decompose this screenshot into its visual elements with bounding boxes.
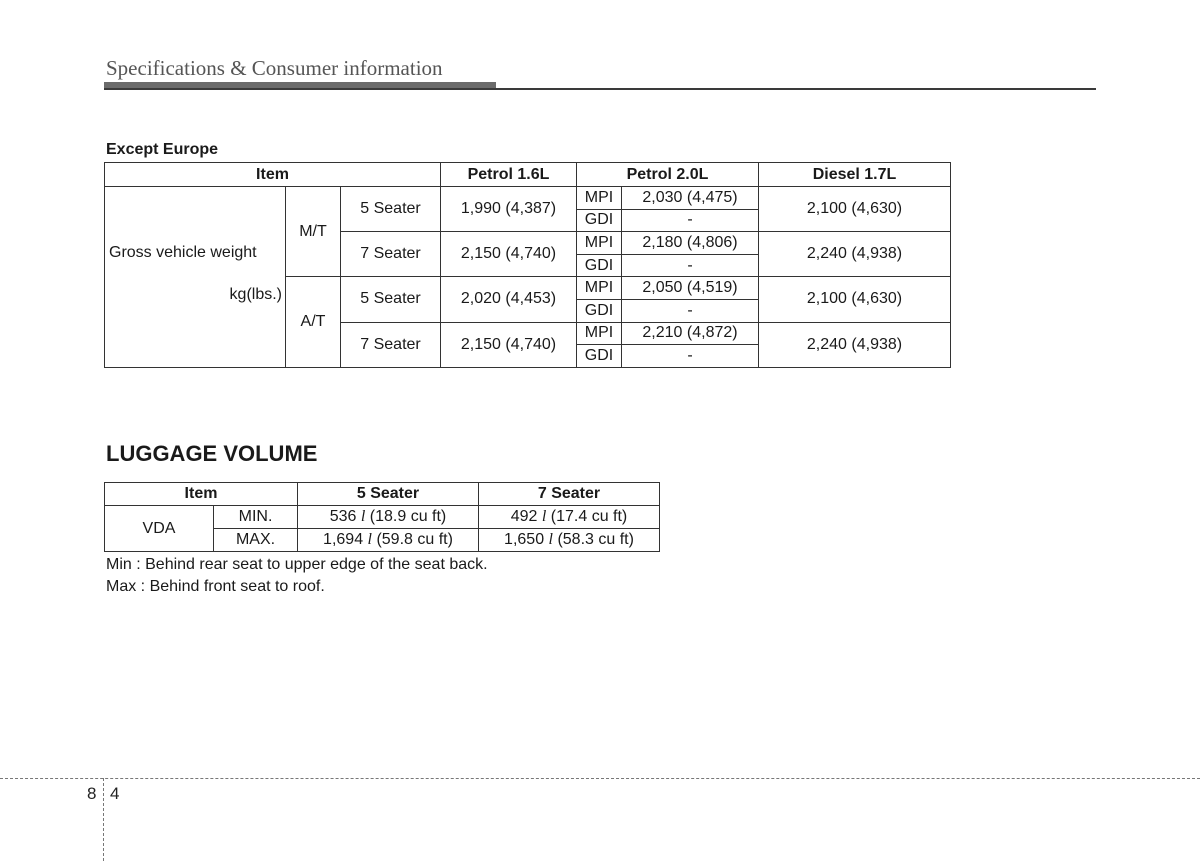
col-header-7-seater: 7 Seater	[479, 483, 660, 506]
liter-unit: l	[548, 531, 553, 548]
seater-cell: 5 Seater	[341, 187, 441, 232]
page-number: 4	[110, 784, 120, 803]
weight-subheading: Except Europe	[106, 141, 219, 158]
petrol16-value: 2,150 (4,740)	[441, 232, 577, 277]
table-row	[105, 506, 660, 529]
footer-dashed-divider	[103, 778, 104, 861]
min-label: MIN.	[214, 506, 298, 529]
chapter-number: 8	[87, 784, 97, 803]
gdi-value: -	[622, 209, 759, 232]
table-row	[105, 187, 951, 210]
col-header-5-seater: 5 Seater	[298, 483, 479, 506]
gdi-value: -	[622, 345, 759, 368]
liter-unit: l	[360, 508, 366, 525]
gross-weight-table	[104, 162, 951, 368]
mpi-label: MPI	[577, 322, 622, 345]
mpi-value: 2,180 (4,806)	[622, 232, 759, 255]
diesel17-value: 2,100 (4,630)	[759, 187, 951, 232]
luggage-volume-title: LUGGAGE VOLUME	[106, 441, 318, 466]
value-number: 1,650	[504, 531, 545, 548]
diesel17-value: 2,100 (4,630)	[759, 277, 951, 322]
max-label: MAX.	[214, 529, 298, 552]
transmission-mt: M/T	[286, 187, 341, 277]
mpi-value: 2,050 (4,519)	[622, 277, 759, 300]
diesel17-value: 2,240 (4,938)	[759, 232, 951, 277]
five-seater-min-value	[298, 506, 479, 529]
gdi-label: GDI	[577, 254, 622, 277]
seater-cell: 5 Seater	[341, 277, 441, 322]
gdi-label: GDI	[577, 345, 622, 368]
value-cuft: (58.3 cu ft)	[557, 531, 634, 548]
col-header-petrol-16: Petrol 1.6L	[441, 163, 577, 187]
value-cuft: (17.4 cu ft)	[550, 508, 628, 525]
col-header-item: Item	[105, 163, 441, 187]
gdi-label: GDI	[577, 299, 622, 322]
table-header-row	[105, 163, 951, 187]
mpi-value: 2,210 (4,872)	[622, 322, 759, 345]
gvw-unit-text: kg(lbs.)	[229, 286, 282, 303]
liter-unit: l	[541, 508, 547, 525]
transmission-at: A/T	[286, 277, 341, 367]
seater-cell: 7 Seater	[341, 322, 441, 367]
col-header-diesel-17: Diesel 1.7L	[759, 163, 951, 187]
value-cuft: (18.9 cu ft)	[369, 508, 447, 525]
gdi-value: -	[622, 299, 759, 322]
seven-seater-min-value	[479, 506, 660, 529]
col-header-item: Item	[105, 483, 298, 506]
value-number: 1,694	[323, 531, 364, 548]
note-min: Min : Behind rear seat to upper edge of the seat back.	[106, 556, 488, 573]
five-seater-max-value	[298, 529, 479, 552]
gdi-label: GDI	[577, 209, 622, 232]
value-number: 536	[329, 508, 357, 525]
gdi-value: -	[622, 254, 759, 277]
vda-label: VDA	[105, 506, 214, 552]
gvw-label-text: Gross vehicle weight	[109, 244, 257, 261]
mpi-label: MPI	[577, 277, 622, 300]
mpi-label: MPI	[577, 187, 622, 210]
table-header-row	[105, 483, 660, 506]
liter-unit: l	[367, 531, 372, 548]
mpi-label: MPI	[577, 232, 622, 255]
value-number: 492	[510, 508, 538, 525]
note-max: Max : Behind front seat to roof.	[106, 578, 325, 595]
col-header-petrol-20: Petrol 2.0L	[577, 163, 759, 187]
luggage-volume-table	[104, 482, 660, 552]
petrol16-value: 2,020 (4,453)	[441, 277, 577, 322]
page-header-title: Specifications & Consumer information	[106, 56, 443, 80]
gross-vehicle-weight-label	[105, 187, 286, 368]
seven-seater-max-value	[479, 529, 660, 552]
footer-dashed-rule	[0, 778, 1200, 779]
petrol16-value: 2,150 (4,740)	[441, 322, 577, 367]
seater-cell: 7 Seater	[341, 232, 441, 277]
diesel17-value: 2,240 (4,938)	[759, 322, 951, 367]
value-cuft: (59.8 cu ft)	[376, 531, 453, 548]
mpi-value: 2,030 (4,475)	[622, 187, 759, 210]
petrol16-value: 1,990 (4,387)	[441, 187, 577, 232]
header-rule	[104, 88, 1096, 90]
